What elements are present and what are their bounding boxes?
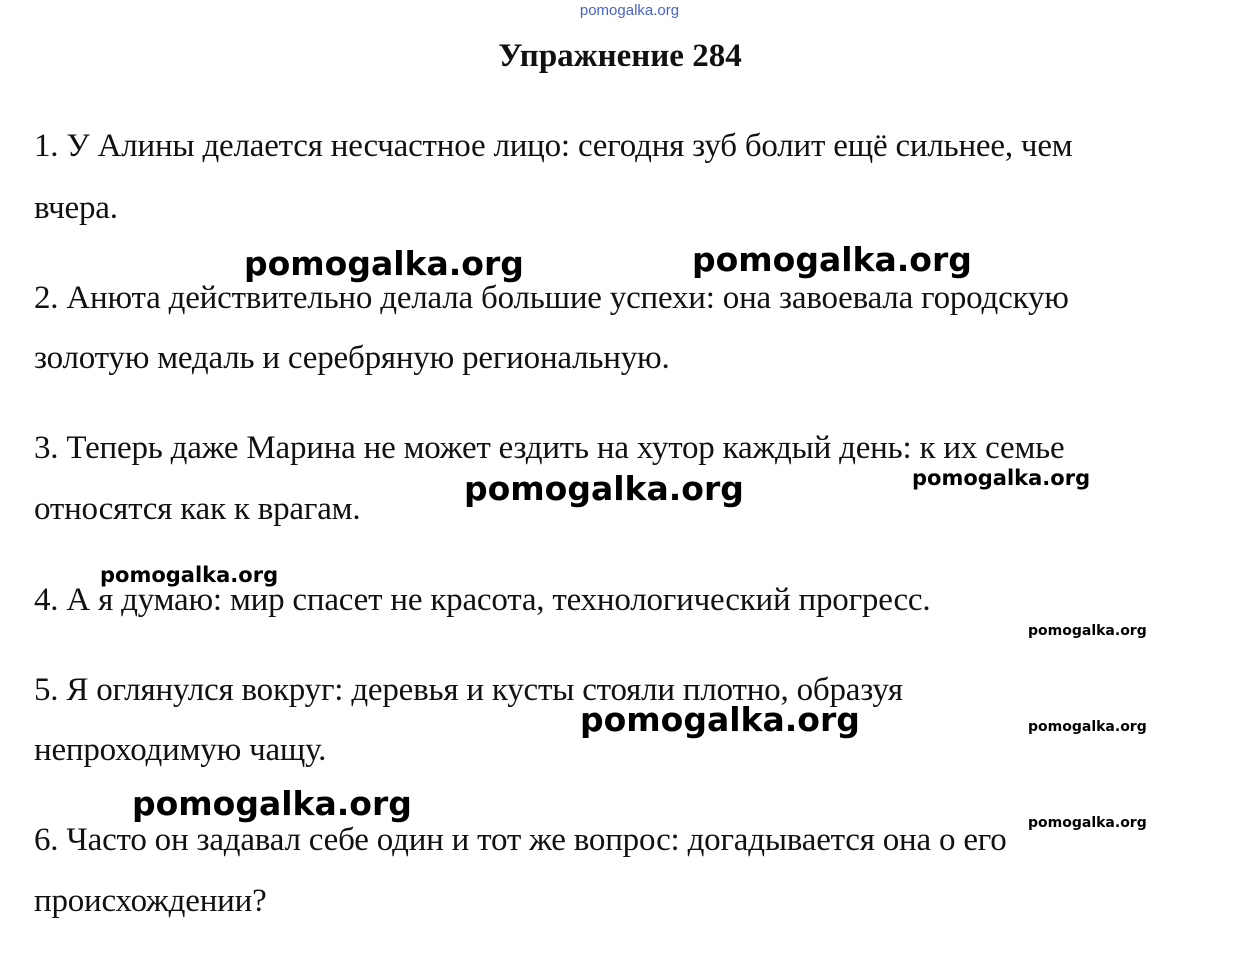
text-line: 1. У Алины делается несчастное лицо: сегодня зуб болит ещё сильнее, чем bbox=[34, 128, 1073, 164]
watermark: pomogalka.org bbox=[464, 469, 744, 508]
watermark: pomogalka.org bbox=[912, 466, 1091, 490]
text-line: золотую медаль и серебряную региональную. bbox=[34, 340, 670, 376]
text-line: 3. Теперь даже Марина не может ездить на хутор каждый день: к их семье bbox=[34, 430, 1065, 466]
watermark: pomogalka.org bbox=[132, 784, 412, 823]
text-line: относятся как к врагам. bbox=[34, 491, 361, 527]
top-watermark: pomogalka.org bbox=[579, 2, 680, 19]
watermark: pomogalka.org bbox=[1028, 719, 1147, 735]
text-line: вчера. bbox=[34, 190, 118, 226]
watermark: pomogalka.org bbox=[1028, 815, 1147, 831]
watermark: pomogalka.org bbox=[100, 563, 279, 587]
watermark: pomogalka.org bbox=[1028, 623, 1147, 639]
watermark: pomogalka.org bbox=[692, 240, 972, 279]
text-line: непроходимую чащу. bbox=[34, 732, 327, 768]
text-line: 2. Анюта действительно делала большие успехи: она завоевала городскую bbox=[34, 280, 1069, 316]
page-title: Упражнение 284 bbox=[498, 38, 742, 74]
watermark: pomogalka.org bbox=[244, 244, 524, 283]
text-line: происхождении? bbox=[34, 883, 267, 919]
text-line: 6. Часто он задавал себе один и тот же вопрос: догадывается она о его bbox=[34, 822, 1007, 858]
watermark: pomogalka.org bbox=[580, 700, 860, 739]
text-line: 4. А я думаю: мир спасет не красота, технологический прогресс. bbox=[34, 582, 931, 618]
text-line: 5. Я оглянулся вокруг: деревья и кусты стояли плотно, образуя bbox=[34, 672, 903, 708]
